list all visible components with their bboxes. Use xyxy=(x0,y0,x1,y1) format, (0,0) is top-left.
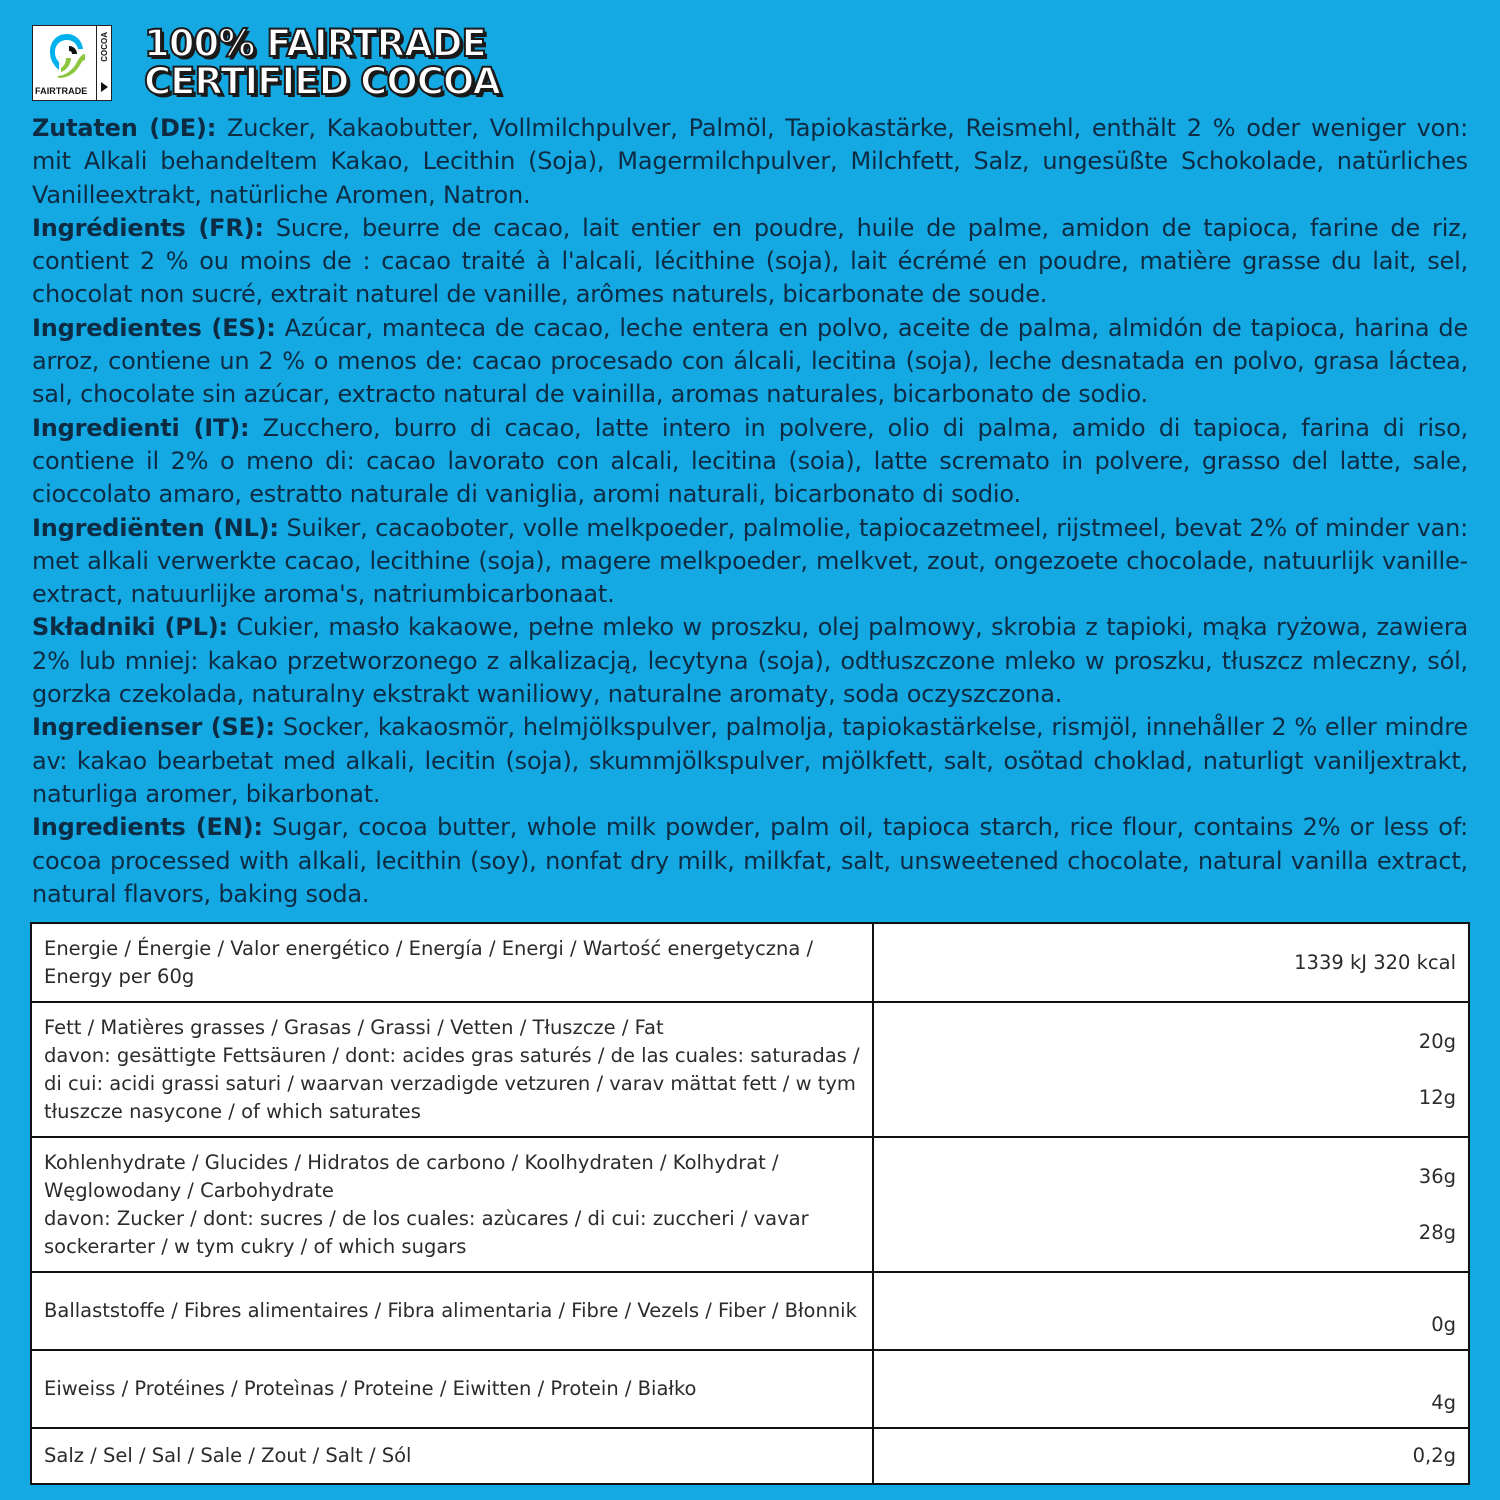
ingredients-se xyxy=(32,711,1468,811)
nutrient-name-cell xyxy=(31,1002,873,1137)
ingredients-text: Socker, kakaosmör, helmjölkspulver, palmolja, tapiokastärkelse, rismjöl, innehåller 2 % eller mindre av: kakao bearbetat med alkali, lecitin (soja), skummjölkspulver, mjölkfett, salt, osötad choklad, naturligt vaniljextrakt, naturliga aromer, bikarbonat. xyxy=(32,713,1468,808)
nutrient-name: Salz / Sel / Sal / Sale / Zout / Salt / Sól xyxy=(31,1428,873,1484)
headline xyxy=(144,22,501,103)
ingredients-text: Sugar, cocoa butter, whole milk powder, palm oil, tapioca starch, rice flour, contains 2% or less of: cocoa processed with alkali, lecithin (soy), nonfat dry milk, milkfat, salt, unsweetened chocolate, natural vanilla extract, natural flavors, baking soda. xyxy=(32,813,1468,908)
ingredients-label: Ingredients (EN): xyxy=(32,813,263,842)
ingredients-text: Suiker, cacaoboter, volle melkpoeder, palmolie, tapiocazetmeel, rijstmeel, bevat 2% of minder van: met alkali verwerkte cacao, lecithine (soja), magere melkpoeder, melkvet, zout, ongezoete chocolade, natuurlijk vanille-extract, natuurlijke aroma's, natriumbicarbonaat. xyxy=(32,513,1468,609)
ingredients-label: Zutaten (DE): xyxy=(32,114,217,142)
nutrient-name: Ballaststoffe / Fibres alimentaires / Fibra alimentaria / Fibre / Vezels / Fiber / Błonnik xyxy=(31,1272,873,1350)
fairtrade-side-strip xyxy=(96,26,111,100)
ingredients-es xyxy=(32,312,1468,412)
fairtrade-wordmark: FAIRTRADE xyxy=(35,86,88,96)
headline-line-1: 100% FAIRTRADE xyxy=(144,22,486,65)
nutrient-name: Eiweiss / Protéines / Proteìnas / Proteine / Eiwitten / Protein / Białko xyxy=(31,1350,873,1428)
headline-line-2: CERTIFIED COCOA xyxy=(144,60,501,103)
nutrient-sub-name: davon: gesättigte Fettsäuren / dont: acides gras saturés / de las cuales: saturadas / di cui: acidi grassi saturi / waarvan verzadigde vetzuren / varav mättat fett / w tym tłuszcze nasycone / of which saturates xyxy=(44,1043,860,1123)
nutrient-name: Kohlenhydrate / Glucides / Hidratos de carbono / Koolhydraten / Kolhydrat / Węglowodany / Carbohydrate xyxy=(44,1150,779,1202)
table-row-fat xyxy=(31,1002,1469,1137)
nutrient-sub-value: 12g xyxy=(1418,1085,1456,1109)
nutrient-name: Fett / Matières grasses / Grasas / Grassi / Vetten / Tłuszcze / Fat xyxy=(44,1015,664,1039)
ingredients-text: Sucre, beurre de cacao, lait entier en poudre, huile de palme, amidon de tapioca, farine de riz, contient 2 % ou moins de : cacao traité à l'alcali, lécithine (soja), lait écrémé en poudre, matière grasse du lait, sel, chocolat non sucré, extrait naturel de vanille, arômes naturels, bicarbonate de soude. xyxy=(32,213,1469,309)
nutrient-name-cell xyxy=(31,1137,873,1272)
nutrient-value-cell xyxy=(873,1002,1469,1137)
ingredients-label: Ingredienti (IT): xyxy=(32,413,250,442)
nutrient-value: 1339 kJ 320 kcal xyxy=(873,923,1469,1002)
nutrient-value: 36g xyxy=(1418,1164,1456,1188)
header xyxy=(32,24,500,102)
table-row-salt xyxy=(31,1428,1469,1484)
table-row-energy xyxy=(31,923,1469,1002)
nutrient-sub-value: 28g xyxy=(1418,1220,1456,1244)
ingredients-text: Zucker, Kakaobutter, Vollmilchpulver, Palmöl, Tapiokastärke, Reismehl, enthält 2 % oder weniger von: mit Alkali behandeltem Kakao, Lecithin (Soja), Magermilchpulver, Milchfett, Salz, ungesüßte Schokolade, natürliches Vanilleextrakt, natürliche Aromen, Natron. xyxy=(32,114,1468,209)
ingredients-text: Cukier, masło kakaowe, pełne mleko w proszku, olej palmowy, skrobia z tapioki, mąka ryżowa, zawiera 2% lub mniej: kakao przetworzonego z alkalizacją, lecytyna (soja), odtłuszczone mleko w proszku, tłuszcz mleczny, sól, gorzka czekolada, naturalny ekstrakt waniliowy, naturalne aromaty, soda oczyszczona. xyxy=(32,613,1468,709)
ingredients-text: Azúcar, manteca de cacao, leche entera en polvo, aceite de palma, almidón de tapioca, harina de arroz, contiene un 2 % o menos de: cacao procesado con álcali, lecitina (soja), leche desnatada en polvo, grasa láctea, sal, chocolate sin azúcar, extracto natural de vainilla, aromas naturales, bicarbonato de sodio. xyxy=(32,313,1468,409)
nutrient-value: 20g xyxy=(1418,1029,1456,1053)
arrow-icon xyxy=(101,82,108,92)
fairtrade-mark-icon xyxy=(47,32,87,80)
nutrient-value-cell xyxy=(873,1137,1469,1272)
ingredients-en xyxy=(32,811,1468,911)
nutrient-sub-name: davon: Zucker / dont: sucres / de los cuales: azùcares / di cui: zuccheri / vavar sockerarter / w tym cukry / of which sugars xyxy=(44,1206,809,1258)
value-spacer xyxy=(886,1191,1456,1219)
nutrient-value: 4g xyxy=(873,1350,1469,1428)
ingredients-fr xyxy=(32,212,1468,312)
nutrient-value: 0g xyxy=(873,1272,1469,1350)
ingredients-label: Ingrédients (FR): xyxy=(32,213,264,242)
ingredients-label: Ingredienser (SE): xyxy=(32,713,275,742)
ingredients-label: Ingredientes (ES): xyxy=(32,313,276,342)
value-spacer xyxy=(886,1056,1456,1084)
fairtrade-logo xyxy=(32,25,112,101)
ingredients-de xyxy=(32,112,1468,212)
ingredients-label: Ingrediënten (NL): xyxy=(32,513,279,542)
ingredients-section xyxy=(32,112,1468,911)
nutrient-value: 0,2g xyxy=(873,1428,1469,1484)
table-row-carbohydrate xyxy=(31,1137,1469,1272)
nutrient-name: Energie / Énergie / Valor energético / Energía / Energi / Wartość energetyczna / Energy per 60g xyxy=(31,923,873,1002)
ingredients-it xyxy=(32,412,1468,512)
cocoa-side-label: COCOA xyxy=(99,32,109,62)
ingredients-label: Składniki (PL): xyxy=(32,613,228,642)
ingredients-pl xyxy=(32,611,1468,711)
nutrition-table xyxy=(30,922,1470,1485)
table-row-protein xyxy=(31,1350,1469,1428)
table-row-fibre xyxy=(31,1272,1469,1350)
fairtrade-mark-panel xyxy=(33,26,96,100)
ingredients-text: Zucchero, burro di cacao, latte intero in polvere, olio di palma, amido di tapioca, farina di riso, contiene il 2% o meno di: cacao lavorato con alcali, lecitina (soia), latte scremato in polvere, grasso del latte, sale, cioccolato amaro, estratto naturale di vaniglia, aromi naturali, bicarbonato di sodio. xyxy=(32,413,1468,509)
ingredients-nl xyxy=(32,512,1468,612)
